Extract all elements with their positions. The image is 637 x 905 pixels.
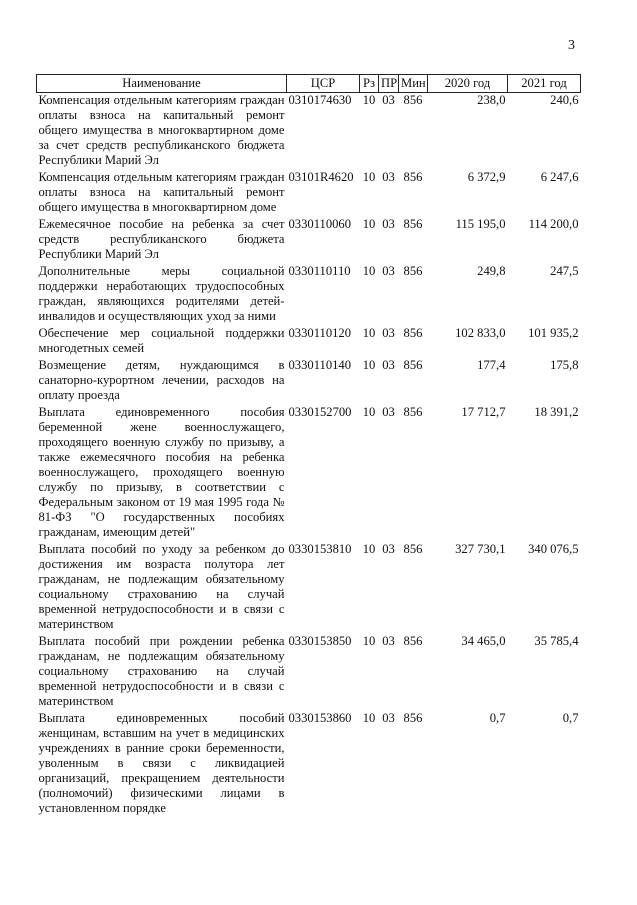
row-value-2020: 177,4 <box>477 358 506 372</box>
row-rz: 10 <box>362 358 376 372</box>
table-row <box>37 405 581 542</box>
row-rz: 10 <box>362 711 376 725</box>
row-csr: 0330153850 <box>288 634 352 648</box>
page-number: 3 <box>568 38 575 53</box>
row-pr: 03 <box>382 405 395 419</box>
row-pr: 03 <box>382 542 395 556</box>
row-value-2021: 6 247,6 <box>540 170 579 184</box>
row-rz: 10 <box>362 542 376 556</box>
row-pr: 03 <box>382 93 395 107</box>
row-name: Выплата единовременных пособий женщинам, вставшим на учет в медицинских учреждениях в ранние сроки беременности, уволенным в связи с ликвидацией организаций, прекращением деятельности (полномочий) физическими лицами в установленном порядке <box>38 711 285 815</box>
row-rz: 10 <box>362 405 376 419</box>
row-value-2021: 175,8 <box>550 358 579 372</box>
row-pr: 03 <box>382 264 395 278</box>
header-2021: 2021 год <box>508 75 581 93</box>
row-min: 856 <box>403 405 423 419</box>
row-pr: 03 <box>382 217 395 231</box>
row-value-2020: 34 465,0 <box>461 634 506 648</box>
row-name: Выплата пособий при рождении ребенка гражданам, не подлежащим обязательному социальному страхованию на случай временной нетрудоспособности и в связи с материнством <box>38 634 285 708</box>
row-name: Обеспечение мер социальной поддержки многодетных семей <box>38 326 285 355</box>
table-row <box>37 217 581 264</box>
row-csr: 0310174630 <box>288 93 352 107</box>
row-value-2020: 102 833,0 <box>455 326 506 340</box>
table-row <box>37 542 581 634</box>
row-name: Возмещение детям, нуждающимся в санаторно-курортном лечении, расходов на оплату проезда <box>38 358 285 402</box>
row-value-2020: 17 712,7 <box>461 405 506 419</box>
header-rz: Рз <box>360 75 379 93</box>
row-name: Компенсация отдельным категориям граждан оплаты взноса на капитальный ремонт общего имущества в многоквартирном доме за счет средств республиканского бюджета Республики Марий Эл <box>38 93 285 167</box>
row-min: 856 <box>403 542 423 556</box>
row-csr: 0330152700 <box>288 405 352 419</box>
row-csr: 0330153860 <box>288 711 352 725</box>
row-value-2021: 35 785,4 <box>534 634 579 648</box>
row-pr: 03 <box>382 711 395 725</box>
row-value-2020: 6 372,9 <box>467 170 506 184</box>
row-rz: 10 <box>362 170 376 184</box>
table-header-row <box>37 75 581 93</box>
row-csr: 0330153810 <box>288 542 352 556</box>
header-name: Наименование <box>37 75 287 93</box>
header-2020: 2020 год <box>428 75 508 93</box>
row-pr: 03 <box>382 326 395 340</box>
row-min: 856 <box>403 170 423 184</box>
header-pr: ПР <box>379 75 399 93</box>
row-value-2021: 340 076,5 <box>528 542 579 556</box>
row-value-2021: 18 391,2 <box>534 405 579 419</box>
table-row <box>37 326 581 358</box>
row-csr: 0330110060 <box>288 217 352 231</box>
row-value-2020: 115 195,0 <box>455 217 506 231</box>
row-rz: 10 <box>362 93 376 107</box>
row-rz: 10 <box>362 264 376 278</box>
table-row <box>37 358 581 405</box>
row-value-2021: 240,6 <box>550 93 579 107</box>
row-csr: 0330110120 <box>288 326 352 340</box>
row-min: 856 <box>403 711 423 725</box>
row-min: 856 <box>403 358 423 372</box>
row-name: Ежемесячное пособие на ребенка за счет средств республиканского бюджета Республики Марий Эл <box>38 217 285 261</box>
row-min: 856 <box>403 326 423 340</box>
table-row <box>37 711 581 818</box>
row-value-2020: 327 730,1 <box>455 542 506 556</box>
row-min: 856 <box>403 264 423 278</box>
row-min: 856 <box>403 634 423 648</box>
table-row <box>37 93 581 171</box>
row-value-2021: 247,5 <box>550 264 579 278</box>
row-rz: 10 <box>362 217 376 231</box>
row-pr: 03 <box>382 634 395 648</box>
row-csr: 0330110140 <box>288 358 352 372</box>
row-rz: 10 <box>362 634 376 648</box>
table-row <box>37 170 581 217</box>
row-min: 856 <box>403 93 423 107</box>
row-name: Выплата единовременного пособия беременной жене военнослужащего, проходящего военную службу по призыву, а также ежемесячного пособия на ребенка военнослужащего, проходящего военную службу по призыву, в соответствии с Федеральным законом от 19 мая 1995 года № 81-ФЗ "О государственных пособиях гражданам, имеющим детей" <box>38 405 285 539</box>
row-csr: 0330110110 <box>288 264 351 278</box>
table-row <box>37 634 581 711</box>
header-csr: ЦСР <box>287 75 360 93</box>
row-value-2021: 0,7 <box>562 711 579 725</box>
row-value-2021: 114 200,0 <box>528 217 579 231</box>
row-name: Дополнительные меры социальной поддержки неработающих трудоспособных граждан, являющихся родителями детей-инвалидов и осуществляющих уход за ними <box>38 264 285 323</box>
row-rz: 10 <box>362 326 376 340</box>
table-row <box>37 264 581 326</box>
row-name: Выплата пособий по уходу за ребенком до достижения им возраста полутора лет гражданам, не подлежащим обязательному социальному страхованию на случай временной нетрудоспособности и в связи с материнством <box>38 542 285 631</box>
row-min: 856 <box>403 217 423 231</box>
row-name: Компенсация отдельным категориям граждан оплаты взноса на капитальный ремонт общего имущества в многоквартирном доме <box>38 170 285 214</box>
budget-table <box>36 74 581 818</box>
row-value-2020: 238,0 <box>477 93 506 107</box>
row-pr: 03 <box>382 358 395 372</box>
header-min: Мин <box>399 75 428 93</box>
row-pr: 03 <box>382 170 395 184</box>
row-value-2020: 249,8 <box>477 264 506 278</box>
row-value-2021: 101 935,2 <box>528 326 579 340</box>
row-csr: 03101R4620 <box>288 170 354 184</box>
row-value-2020: 0,7 <box>489 711 506 725</box>
